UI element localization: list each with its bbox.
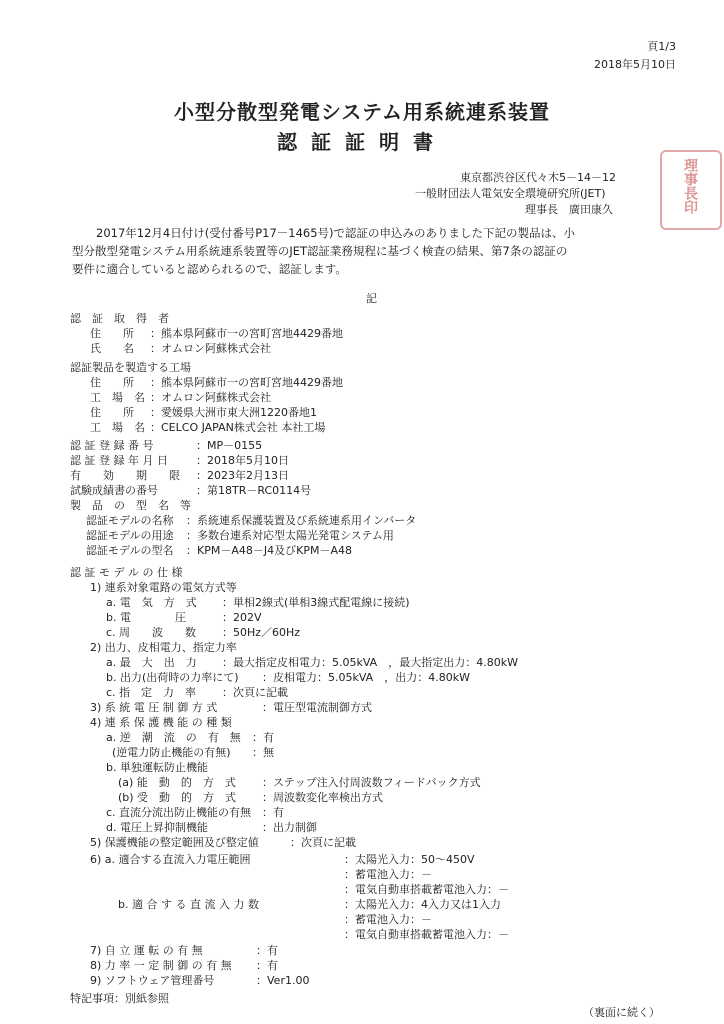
factory-value-text: CELCO JAPAN株式会社 本社工場: [161, 421, 326, 434]
spec-label: 2) 出力、皮相電力、指定力率: [90, 641, 237, 654]
spec-label: b. 出力(出荷時の力率にて): [106, 671, 239, 684]
spec-value: ：有: [252, 731, 274, 744]
spec-label: b. 電 圧: [106, 611, 186, 624]
spec-value: ：最大指定皮相電力：5.05kVA ，最大指定出力：4.80kW: [222, 656, 518, 669]
continued-note: （裏面に続く）: [583, 1006, 660, 1019]
intro-line-1: 2017年12月4日付け(受付番号P17－1465号)で認証の申込みのありました下記の製品は、小: [96, 226, 576, 240]
registration-value: ：系統連系保護装置及び系統連系用インバータ: [186, 514, 417, 527]
spec-label: 6) a. 適合する直流入力電圧範囲: [90, 853, 251, 866]
factories-heading: 認証製品を製造する工場: [70, 361, 191, 374]
spec-value: ：電気自動車搭載蓄電池入力：－: [344, 928, 509, 941]
intro-line-2: 型分散型発電システム用系統連系装置等のJET認証業務規程に基づく検査の結果、第7条の認証の: [72, 244, 568, 258]
spec-value: ：ステップ注入付周波数フィードバック方式: [262, 776, 481, 789]
spec-label: b. 適 合 す る 直 流 入 力 数: [118, 898, 259, 911]
factory-label: 住 所: [90, 406, 134, 419]
factory-label: 工 場 名: [90, 421, 145, 434]
acquirer-address: ：熊本県阿蘇市一の宮町宮地4429番地: [150, 327, 343, 340]
spec-label: 7) 自 立 運 転 の 有 無: [90, 944, 203, 957]
spec-value: ：電気自動車搭載蓄電池入力：－: [344, 883, 509, 896]
spec-value-text: 電気自動車搭載蓄電池入力：－: [355, 883, 509, 896]
registration-value-text: 2023年2月13日: [207, 469, 289, 482]
spec-value: ：50Hz／60Hz: [222, 626, 301, 639]
spec-value: ：次頁に記載: [290, 836, 356, 849]
issuer-person: 理事長 廣田康久: [525, 203, 613, 216]
spec-label: d. 電圧上昇抑制機能: [106, 821, 208, 834]
spec-value-text: 太陽光入力：50～450V: [355, 853, 475, 866]
registration-value: ：2023年2月13日: [196, 469, 289, 482]
spec-value-text: 有: [273, 806, 284, 819]
spec-value-text: 202V: [233, 611, 262, 624]
spec-value: ：202V: [222, 611, 262, 624]
spec-value: ：電圧型電流制御方式: [262, 701, 372, 714]
spec-value: ：太陽光入力：4入力又は1入力: [344, 898, 501, 911]
spec-value: ：単相2線式(単相3線式配電線に接続): [222, 596, 410, 609]
registration-value: ：第18TR－RC0114号: [196, 484, 312, 497]
registration-label: 有 効 期 限: [70, 469, 180, 482]
spec-value-text: 有: [267, 959, 278, 972]
registration-value-text: 第18TR－RC0114号: [207, 484, 312, 497]
page-number: 頁1/3: [647, 40, 676, 53]
issuer-organization: 一般財団法人電気安全環境研究所(JET): [415, 187, 606, 200]
spec-value: ：有: [256, 944, 278, 957]
registration-value: ：KPM－A48－J4及びKPM－A48: [186, 544, 352, 557]
spec-value: ：周波数変化率検出方式: [262, 791, 383, 804]
spec-heading: 認 証 モ デ ル の 仕 様: [70, 566, 183, 579]
spec-value-text: 太陽光入力：4入力又は1入力: [355, 898, 501, 911]
spec-label: 3) 系 統 電 圧 制 御 方 式: [90, 701, 218, 714]
seal-text: 理事長印: [682, 158, 698, 214]
registration-label: 製 品 の 型 名 等: [70, 499, 191, 512]
registration-value-text: KPM－A48－J4及びKPM－A48: [197, 544, 352, 557]
spec-value: ：有: [256, 959, 278, 972]
spec-value-text: ステップ注入付周波数フィードバック方式: [273, 776, 481, 789]
spec-value-text: 周波数変化率検出方式: [273, 791, 383, 804]
spec-value-text: 蓄電池入力：－: [355, 913, 432, 926]
registration-value: ：MP－0155: [196, 439, 263, 452]
factory-value: ：CELCO JAPAN株式会社 本社工場: [150, 421, 326, 434]
spec-label: b. 単独運転防止機能: [106, 761, 208, 774]
spec-label: 9) ソフトウェア管理番号: [90, 974, 215, 987]
spec-value: ：Ver1.00: [256, 974, 310, 987]
registration-value-text: MP－0155: [207, 439, 263, 452]
factory-value: ：熊本県阿蘇市一の宮町宮地4429番地: [150, 376, 343, 389]
spec-label: c. 直流分流出防止機能の有無: [106, 806, 252, 819]
spec-value: ：蓄電池入力：－: [344, 913, 432, 926]
spec-value-text: 電気自動車搭載蓄電池入力：－: [355, 928, 509, 941]
spec-label: a. 最 大 出 力: [106, 656, 197, 669]
document-title: 小型分散型発電システム用系統連系装置: [174, 100, 550, 124]
spec-value-text: 次頁に記載: [233, 686, 288, 699]
spec-value-text: 最大指定皮相電力：5.05kVA ，最大指定出力：4.80kW: [233, 656, 518, 669]
spec-value: ：皮相電力：5.05kVA ，出力：4.80kW: [262, 671, 470, 684]
acquirer-address-label: 住 所: [90, 327, 134, 340]
factory-value: ：オムロン阿蘇株式会社: [150, 391, 271, 404]
factory-value-text: 熊本県阿蘇市一の宮町宮地4429番地: [161, 376, 343, 389]
spec-value-text: 蓄電池入力：－: [355, 868, 432, 881]
spec-value: ：有: [262, 806, 284, 819]
official-seal: [660, 150, 722, 230]
spec-value-text: 出力制御: [273, 821, 317, 834]
spec-label: 5) 保護機能の整定範囲及び整定値: [90, 836, 259, 849]
spec-value-text: Ver1.00: [267, 974, 310, 987]
registration-label: 認証モデルの型名: [86, 544, 174, 557]
registration-value: ：2018年5月10日: [196, 454, 289, 467]
spec-value-text: 電圧型電流制御方式: [273, 701, 372, 714]
spec-value: ：次頁に記載: [222, 686, 288, 699]
registration-label: 認 証 登 録 番 号: [70, 439, 154, 452]
factory-value: ：愛媛県大洲市東大洲1220番地1: [150, 406, 317, 419]
registration-value: ：多数台連系対応型太陽光発電システム用: [186, 529, 394, 542]
spec-label: 8) 力 率 一 定 制 御 の 有 無: [90, 959, 232, 972]
special-notes: 特記事項：別紙参照: [70, 992, 169, 1005]
spec-label: 4) 連 系 保 護 機 能 の 種 類: [90, 716, 232, 729]
spec-value-text: 50Hz／60Hz: [233, 626, 301, 639]
spec-label: c. 指 定 力 率: [106, 686, 197, 699]
issue-date: 2018年5月10日: [594, 58, 676, 71]
spec-value: ：無: [252, 746, 274, 759]
registration-value-text: 2018年5月10日: [207, 454, 289, 467]
factory-value-text: オムロン阿蘇株式会社: [161, 391, 271, 404]
spec-value: ：太陽光入力：50～450V: [344, 853, 475, 866]
registration-label: 認証モデルの用途: [86, 529, 174, 542]
spec-value: ：出力制御: [262, 821, 317, 834]
factory-label: 住 所: [90, 376, 134, 389]
issuer-address: 東京都渋谷区代々木5－14－12: [460, 171, 616, 184]
spec-value: ：蓄電池入力：－: [344, 868, 432, 881]
spec-value-text: 無: [263, 746, 274, 759]
acquirer-address-value: 熊本県阿蘇市一の宮町宮地4429番地: [161, 327, 343, 340]
registration-label: 試験成績書の番号: [70, 484, 158, 497]
registration-value-text: 多数台連系対応型太陽光発電システム用: [197, 529, 394, 542]
spec-value-text: 皮相電力：5.05kVA ，出力：4.80kW: [273, 671, 470, 684]
spec-value-text: 次頁に記載: [301, 836, 356, 849]
intro-line-3: 要件に適合していると認められるので、認証します。: [72, 262, 347, 276]
acquirer-heading: 認 証 取 得 者: [70, 312, 169, 325]
spec-label: a. 逆 潮 流 の 有 無: [106, 731, 241, 744]
registration-label: 認 証 登 録 年 月 日: [70, 454, 168, 467]
spec-value-text: 単相2線式(単相3線式配電線に接続): [233, 596, 410, 609]
spec-label: (a) 能 動 的 方 式: [118, 776, 236, 789]
spec-label: 1) 連系対象電路の電気方式等: [90, 581, 237, 594]
document-subtitle: 認証証明書: [277, 130, 447, 154]
registration-label: 認証モデルの名称: [86, 514, 174, 527]
spec-label: c. 周 波 数: [106, 626, 197, 639]
spec-label: a. 電 気 方 式: [106, 596, 197, 609]
acquirer-name-label: 氏 名: [90, 342, 134, 355]
spec-label: (逆電力防止機能の有無): [112, 746, 231, 759]
factory-value-text: 愛媛県大洲市東大洲1220番地1: [161, 406, 317, 419]
registration-value-text: 系統連系保護装置及び系統連系用インバータ: [197, 514, 417, 527]
spec-value-text: 有: [263, 731, 274, 744]
spec-label: (b) 受 動 的 方 式: [118, 791, 237, 804]
factory-label: 工 場 名: [90, 391, 145, 404]
acquirer-name-value: オムロン阿蘇株式会社: [161, 342, 271, 355]
spec-value-text: 有: [267, 944, 278, 957]
acquirer-name: ：オムロン阿蘇株式会社: [150, 342, 271, 355]
ki-marker: 記: [366, 292, 377, 305]
